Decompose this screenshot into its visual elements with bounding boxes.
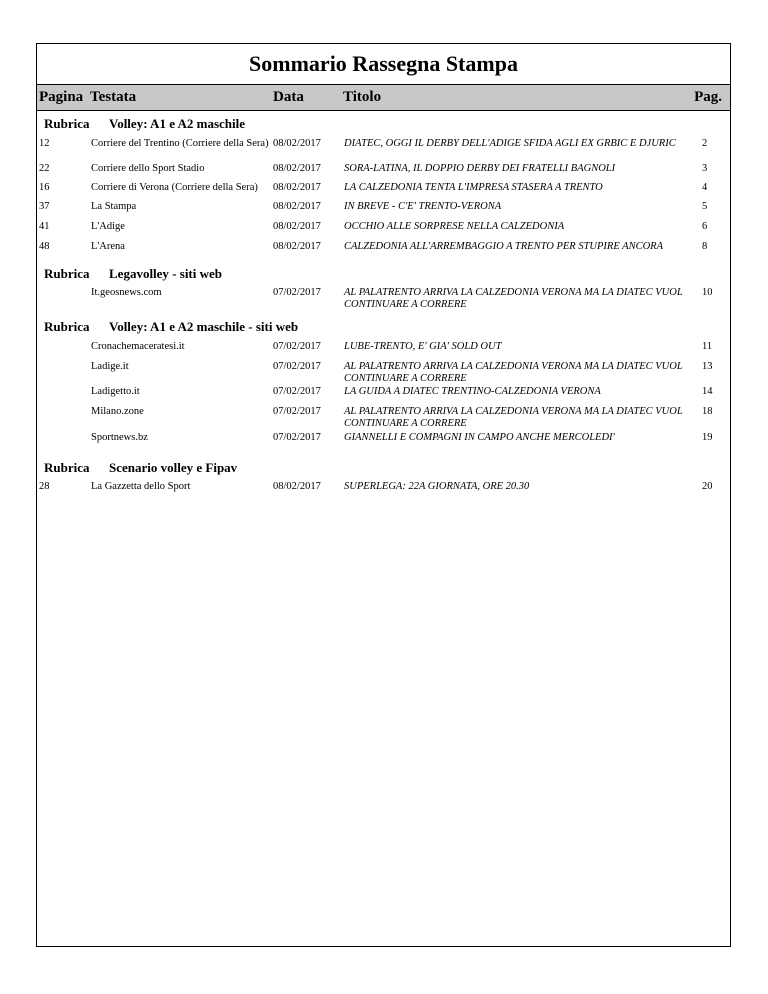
cell-testata: Corriere del Trentino (Corriere della Sera) bbox=[91, 138, 269, 149]
cell-pag: 3 bbox=[702, 163, 708, 174]
rubrica-name: Volley: A1 e A2 maschile bbox=[109, 116, 246, 131]
cell-titolo: LUBE-TRENTO, E' GIA' SOLD OUT bbox=[344, 341, 502, 352]
cell-testata: L'Arena bbox=[91, 241, 125, 252]
cell-data: 07/02/2017 bbox=[273, 287, 321, 298]
cell-pagina: 28 bbox=[39, 481, 50, 492]
cell-titolo: SORA-LATINA, IL DOPPIO DERBY DEI FRATELLI BAGNOLI bbox=[344, 163, 616, 174]
cell-data: 08/02/2017 bbox=[273, 138, 321, 149]
rubrica-name: Legavolley - siti web bbox=[109, 266, 223, 281]
cell-data: 08/02/2017 bbox=[273, 221, 321, 232]
cell-pag: 8 bbox=[702, 241, 708, 252]
cell-titolo: LA CALZEDONIA TENTA L'IMPRESA STASERA A TRENTO bbox=[344, 182, 603, 193]
header-pagina: Pagina bbox=[39, 89, 84, 105]
cell-testata: La Gazzetta dello Sport bbox=[91, 481, 191, 492]
cell-pag: 5 bbox=[702, 201, 708, 212]
cell-pagina: 37 bbox=[39, 201, 50, 212]
cell-data: 07/02/2017 bbox=[273, 341, 321, 352]
header-testata: Testata bbox=[90, 89, 137, 105]
cell-titolo: DIATEC, OGGI IL DERBY DELL'ADIGE SFIDA AGLI EX GRBIC E DJURIC bbox=[344, 138, 676, 149]
header-titolo: Titolo bbox=[343, 89, 382, 105]
cell-pag: 18 bbox=[702, 406, 713, 417]
header-data: Data bbox=[273, 89, 304, 105]
cell-pag: 4 bbox=[702, 182, 708, 193]
cell-testata: Ladige.it bbox=[91, 361, 129, 372]
rubrica-label: Rubrica bbox=[44, 266, 90, 281]
cell-titolo: AL PALATRENTO ARRIVA LA CALZEDONIA VERONA MA LA DIATEC VUOL CONTINUARE A CORRERE bbox=[344, 406, 683, 429]
summary-frame bbox=[36, 43, 731, 947]
cell-data: 07/02/2017 bbox=[273, 361, 321, 372]
cell-pag: 6 bbox=[702, 221, 708, 232]
rubrica-label: Rubrica bbox=[44, 460, 90, 475]
cell-titolo: CALZEDONIA ALL'ARREMBAGGIO A TRENTO PER STUPIRE ANCORA bbox=[344, 241, 664, 252]
page-title: Sommario Rassegna Stampa bbox=[249, 51, 518, 76]
rubrica-name: Volley: A1 e A2 maschile - siti web bbox=[109, 319, 299, 334]
cell-pagina: 41 bbox=[39, 221, 50, 232]
cell-testata: It.geosnews.com bbox=[91, 287, 162, 298]
rubrica-label: Rubrica bbox=[44, 319, 90, 334]
cell-pag: 11 bbox=[702, 341, 713, 352]
cell-testata: Corriere di Verona (Corriere della Sera) bbox=[91, 182, 258, 193]
rubrica-label: Rubrica bbox=[44, 116, 90, 131]
cell-testata: Corriere dello Sport Stadio bbox=[91, 163, 205, 174]
cell-titolo: AL PALATRENTO ARRIVA LA CALZEDONIA VERONA MA LA DIATEC VUOL CONTINUARE A CORRERE bbox=[344, 361, 683, 384]
header-pag: Pag. bbox=[694, 89, 722, 105]
cell-pag: 13 bbox=[702, 361, 713, 372]
cell-pagina: 16 bbox=[39, 182, 50, 193]
cell-pag: 10 bbox=[702, 287, 713, 298]
cell-pag: 19 bbox=[702, 432, 713, 443]
rubrica-name: Scenario volley e Fipav bbox=[109, 460, 238, 475]
cell-pagina: 48 bbox=[39, 241, 50, 252]
cell-testata: Sportnews.bz bbox=[91, 432, 148, 443]
cell-data: 08/02/2017 bbox=[273, 163, 321, 174]
cell-data: 07/02/2017 bbox=[273, 406, 321, 417]
cell-data: 08/02/2017 bbox=[273, 241, 321, 252]
cell-pagina: 12 bbox=[39, 138, 50, 149]
cell-data: 08/02/2017 bbox=[273, 201, 321, 212]
cell-titolo: LA GUIDA A DIATEC TRENTINO-CALZEDONIA VERONA bbox=[344, 386, 601, 397]
cell-testata: L'Adige bbox=[91, 221, 125, 232]
cell-testata: La Stampa bbox=[91, 201, 137, 212]
cell-titolo: GIANNELLI E COMPAGNI IN CAMPO ANCHE MERCOLEDI' bbox=[344, 432, 615, 443]
cell-titolo: IN BREVE - C'E' TRENTO-VERONA bbox=[344, 201, 502, 212]
cell-pag: 20 bbox=[702, 481, 713, 492]
cell-testata: Milano.zone bbox=[91, 406, 144, 417]
cell-pag: 2 bbox=[702, 138, 708, 149]
cell-testata: Ladigetto.it bbox=[91, 386, 140, 397]
cell-titolo: OCCHIO ALLE SORPRESE NELLA CALZEDONIA bbox=[344, 221, 565, 232]
cell-titolo: SUPERLEGA: 22A GIORNATA, ORE 20.30 bbox=[344, 481, 530, 492]
cell-data: 07/02/2017 bbox=[273, 386, 321, 397]
cell-titolo: AL PALATRENTO ARRIVA LA CALZEDONIA VERONA MA LA DIATEC VUOL CONTINUARE A CORRERE bbox=[344, 287, 683, 310]
cell-data: 08/02/2017 bbox=[273, 182, 321, 193]
cell-testata: Cronachemaceratesi.it bbox=[91, 341, 185, 352]
cell-pag: 14 bbox=[702, 386, 713, 397]
cell-data: 07/02/2017 bbox=[273, 432, 321, 443]
table-header bbox=[37, 84, 730, 111]
cell-pagina: 22 bbox=[39, 163, 50, 174]
cell-data: 08/02/2017 bbox=[273, 481, 321, 492]
